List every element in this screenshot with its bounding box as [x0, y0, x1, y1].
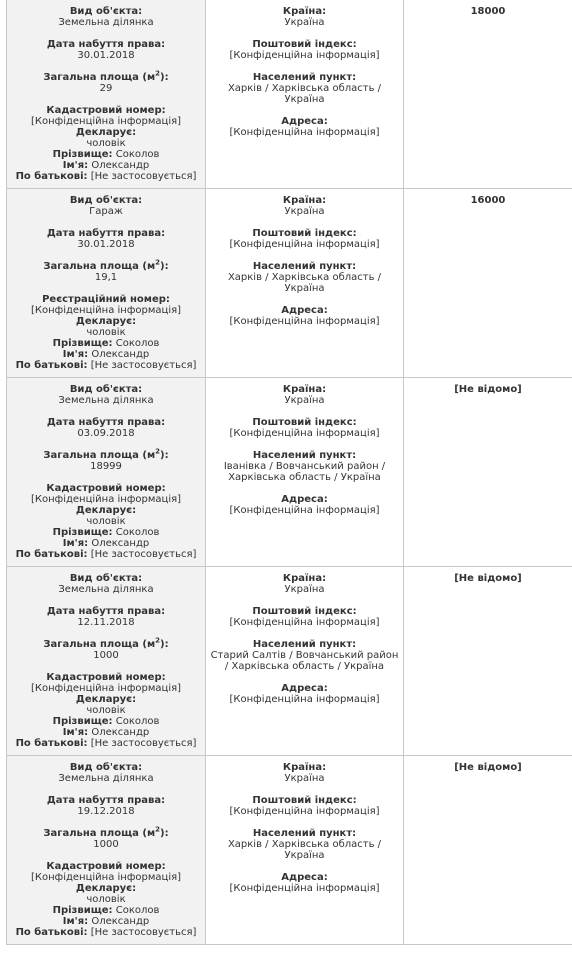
name-line: Ім'я: Олександр — [62, 727, 150, 738]
object-type-label: Вид об'єкта: — [69, 6, 143, 17]
object-cell — [6, 189, 206, 377]
postcode-value: [Конфіденційна інформація] — [229, 428, 380, 439]
acquired-label: Дата набуття права: — [46, 795, 166, 806]
value-cell: [Не відомо] — [454, 384, 522, 395]
declarant-value: чоловік — [86, 138, 126, 149]
area-label: Загальна площа $(м^2)$: — [43, 825, 169, 839]
locality-value: Старий Салтів / Вовчанський район / Харківська область / Україна — [210, 650, 399, 672]
address-label: Адреса: — [281, 305, 328, 316]
acquired-value: 12.11.2018 — [77, 617, 135, 628]
table-row — [6, 0, 572, 189]
address-label: Адреса: — [281, 494, 328, 505]
declarant-label: Декларує: — [75, 883, 137, 894]
id-number-label: Кадастровий номер: — [46, 105, 166, 116]
surname-line: Прізвище: Соколов — [52, 338, 160, 349]
object-type-value: Земельна ділянка — [58, 584, 154, 595]
property-table — [6, 0, 572, 945]
patronymic-line: По батькові: [Не застосовується] — [15, 360, 197, 371]
object-cell — [6, 378, 206, 566]
declarant-value: чоловік — [86, 894, 126, 905]
postcode-value: [Конфіденційна інформація] — [229, 806, 380, 817]
patronymic-line: По батькові: [Не застосовується] — [15, 549, 197, 560]
acquired-label: Дата набуття права: — [46, 606, 166, 617]
id-number-value: [Конфіденційна інформація] — [30, 494, 182, 505]
area-label: Загальна площа $(м^2)$: — [43, 636, 169, 650]
address-value: [Конфіденційна інформація] — [229, 127, 380, 138]
acquired-label: Дата набуття права: — [46, 39, 166, 50]
postcode-value: [Конфіденційна інформація] — [229, 50, 380, 61]
id-number-value: [Конфіденційна інформація] — [30, 116, 182, 127]
name-line: Ім'я: Олександр — [62, 349, 150, 360]
acquired-value: 30.01.2018 — [77, 239, 135, 250]
acquired-label: Дата набуття права: — [46, 417, 166, 428]
object-type-label: Вид об'єкта: — [69, 762, 143, 773]
object-cell — [6, 567, 206, 755]
locality-label: Населений пункт: — [252, 72, 357, 83]
object-type-label: Вид об'єкта: — [69, 384, 143, 395]
country-label: Країна: — [282, 384, 327, 395]
location-cell — [206, 567, 404, 755]
locality-label: Населений пункт: — [252, 450, 357, 461]
id-number-label: Реєстраційний номер: — [42, 294, 170, 305]
address-value: [Конфіденційна інформація] — [229, 316, 380, 327]
patronymic-line: По батькові: [Не застосовується] — [15, 927, 197, 938]
value-cell: [Не відомо] — [454, 573, 522, 584]
object-cell — [6, 0, 206, 188]
address-value: [Конфіденційна інформація] — [229, 505, 380, 516]
object-type-label: Вид об'єкта: — [69, 573, 143, 584]
acquired-value: 30.01.2018 — [77, 50, 135, 61]
id-number-value: [Конфіденційна інформація] — [30, 305, 182, 316]
address-value: [Конфіденційна інформація] — [229, 883, 380, 894]
acquired-value: 03.09.2018 — [77, 428, 135, 439]
postcode-label: Поштовий індекс: — [252, 417, 357, 428]
declarant-label: Декларує: — [75, 505, 137, 516]
area-value: 1000 — [93, 650, 119, 661]
area-value: 19,1 — [94, 272, 118, 283]
patronymic-line: По батькові: [Не застосовується] — [15, 738, 197, 749]
postcode-label: Поштовий індекс: — [252, 228, 357, 239]
table-row — [6, 378, 572, 567]
area-label: Загальна площа $(м^2)$: — [43, 447, 169, 461]
object-type-value: Земельна ділянка — [58, 395, 154, 406]
name-line: Ім'я: Олександр — [62, 916, 150, 927]
declarant-value: чоловік — [86, 705, 126, 716]
country-label: Країна: — [282, 762, 327, 773]
address-label: Адреса: — [281, 683, 328, 694]
locality-value: Іванівка / Вовчанський район / Харківська область / Україна — [223, 461, 386, 483]
id-number-label: Кадастровий номер: — [46, 483, 166, 494]
id-number-label: Кадастровий номер: — [46, 861, 166, 872]
name-line: Ім'я: Олександр — [62, 538, 150, 549]
address-label: Адреса: — [281, 116, 328, 127]
country-value: Україна — [284, 395, 325, 406]
postcode-label: Поштовий індекс: — [252, 606, 357, 617]
declarant-label: Декларує: — [75, 127, 137, 138]
declarant-label: Декларує: — [75, 694, 137, 705]
area-value: 1000 — [93, 839, 119, 850]
surname-line: Прізвище: Соколов — [52, 527, 160, 538]
location-cell — [206, 189, 404, 377]
surname-line: Прізвище: Соколов — [52, 149, 160, 160]
table-row — [6, 567, 572, 756]
table-row — [6, 756, 572, 945]
id-number-label: Кадастровий номер: — [46, 672, 166, 683]
value-cell: [Не відомо] — [454, 762, 522, 773]
id-number-value: [Конфіденційна інформація] — [30, 683, 182, 694]
locality-label: Населений пункт: — [252, 639, 357, 650]
object-type-value: Земельна ділянка — [58, 17, 154, 28]
country-value: Україна — [284, 584, 325, 595]
area-label: Загальна площа $(м^2)$: — [43, 258, 169, 272]
locality-value: Харків / Харківська область / Україна — [227, 83, 382, 105]
locality-label: Населений пункт: — [252, 828, 357, 839]
locality-value: Харків / Харківська область / Україна — [227, 272, 382, 294]
locality-value: Харків / Харківська область / Україна — [227, 839, 382, 861]
country-value: Україна — [284, 17, 325, 28]
postcode-label: Поштовий індекс: — [252, 39, 357, 50]
postcode-value: [Конфіденційна інформація] — [229, 617, 380, 628]
surname-line: Прізвище: Соколов — [52, 716, 160, 727]
postcode-label: Поштовий індекс: — [252, 795, 357, 806]
country-value: Україна — [284, 773, 325, 784]
surname-line: Прізвище: Соколов — [52, 905, 160, 916]
location-cell — [206, 378, 404, 566]
declarant-value: чоловік — [86, 327, 126, 338]
declarant-value: чоловік — [86, 516, 126, 527]
value-cell: 16000 — [470, 195, 506, 206]
name-line: Ім'я: Олександр — [62, 160, 150, 171]
country-value: Україна — [284, 206, 325, 217]
area-value: 29 — [99, 83, 113, 94]
area-value: 18999 — [90, 461, 122, 472]
postcode-value: [Конфіденційна інформація] — [229, 239, 380, 250]
address-label: Адреса: — [281, 872, 328, 883]
id-number-value: [Конфіденційна інформація] — [30, 872, 182, 883]
country-label: Країна: — [282, 195, 327, 206]
object-cell — [6, 756, 206, 944]
acquired-value: 19.12.2018 — [77, 806, 135, 817]
object-type-value: Земельна ділянка — [58, 773, 154, 784]
object-type-label: Вид об'єкта: — [69, 195, 143, 206]
declarant-label: Декларує: — [75, 316, 137, 327]
object-type-value: Гараж — [89, 206, 123, 217]
acquired-label: Дата набуття права: — [46, 228, 166, 239]
locality-label: Населений пункт: — [252, 261, 357, 272]
patronymic-line: По батькові: [Не застосовується] — [15, 171, 197, 182]
location-cell — [206, 0, 404, 188]
table-row — [6, 189, 572, 378]
value-cell: 18000 — [470, 6, 506, 17]
country-label: Країна: — [282, 573, 327, 584]
address-value: [Конфіденційна інформація] — [229, 694, 380, 705]
location-cell — [206, 756, 404, 944]
area-label: Загальна площа $(м^2)$: — [43, 69, 169, 83]
country-label: Країна: — [282, 6, 327, 17]
